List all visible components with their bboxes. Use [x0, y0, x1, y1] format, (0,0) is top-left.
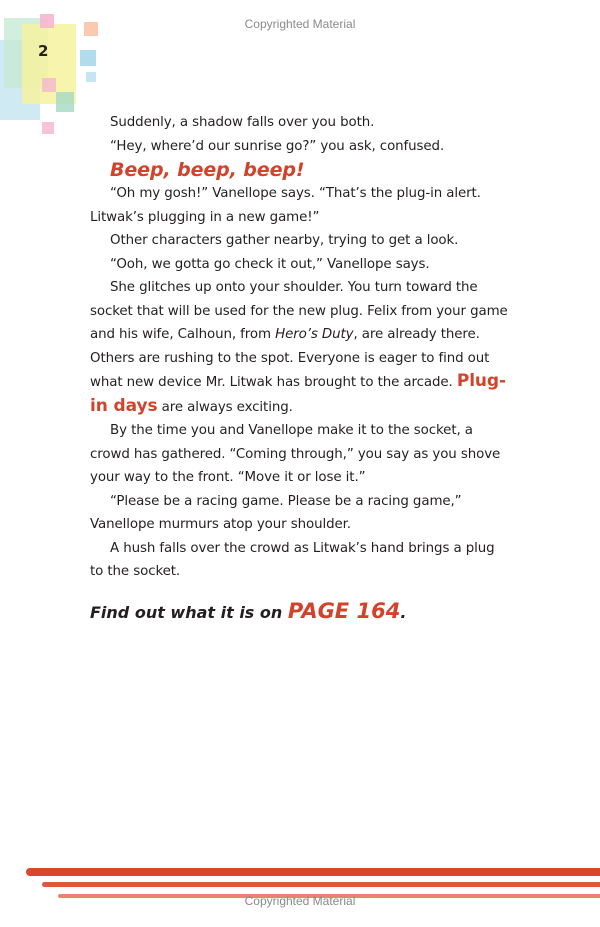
- highlight-text: Plug-in days: [90, 371, 506, 416]
- paragraph: “Ooh, we gotta go check it out,” Vanellope says.: [110, 256, 430, 272]
- deco-square: [86, 72, 96, 82]
- text-run: , are already there. Others are rushing to the spot. Everyone is eager to find out what new device Mr. Litwak has brought to the arcade.: [90, 327, 490, 390]
- paragraph-shoulder: [90, 276, 510, 419]
- page-reference: PAGE 164: [287, 599, 401, 623]
- game-title: Hero’s Duty: [275, 327, 354, 342]
- copyright-watermark-bottom: Copyrighted Material: [244, 894, 356, 908]
- paragraph: Suddenly, a shadow falls over you both.: [110, 115, 375, 130]
- paragraph: “Please be a racing game. Please be a racing game,” Vanellope murmurs atop your shoulder.: [90, 493, 462, 532]
- paragraph: A hush falls over the crowd as Litwak’s hand brings a plug to the socket.: [90, 540, 495, 579]
- copyright-watermark-top: Copyrighted Material: [244, 17, 356, 31]
- deco-square: [42, 122, 54, 134]
- text-run: She glitches up onto your shoulder. You turn toward the socket that will be used for the new plug. Felix from your game and his wife, Calhoun, from: [90, 280, 508, 342]
- paragraph: “Oh my gosh!” Vanellope says. “That’s the plug-in alert. Litwak’s plugging in a new game!”: [90, 186, 481, 225]
- text-run: are always exciting.: [157, 399, 293, 415]
- paragraph: By the time you and Vanellope make it to the socket, a crowd has gathered. “Coming through,” you say as you shove your way to the front. “Move it or lose it.”: [90, 423, 501, 485]
- paragraph: Other characters gather nearby, trying to get a look.: [110, 233, 459, 248]
- story-text: [90, 111, 510, 584]
- deco-square: [40, 14, 54, 28]
- paragraph: “Hey, where’d our sunrise go?” you ask, confused.: [110, 138, 445, 154]
- deco-square: [56, 92, 74, 112]
- footer-stripe: [26, 868, 600, 876]
- footer-stripe: [42, 882, 600, 887]
- deco-square: [42, 78, 56, 92]
- find-out-suffix: .: [400, 603, 407, 622]
- page-number: 2: [38, 42, 49, 60]
- deco-square: [80, 50, 96, 66]
- find-out-prefix: Find out what it is on: [90, 603, 288, 622]
- deco-square: [84, 22, 98, 36]
- sound-effect: Beep, beep, beep!: [110, 159, 305, 181]
- find-out-line: [90, 599, 510, 623]
